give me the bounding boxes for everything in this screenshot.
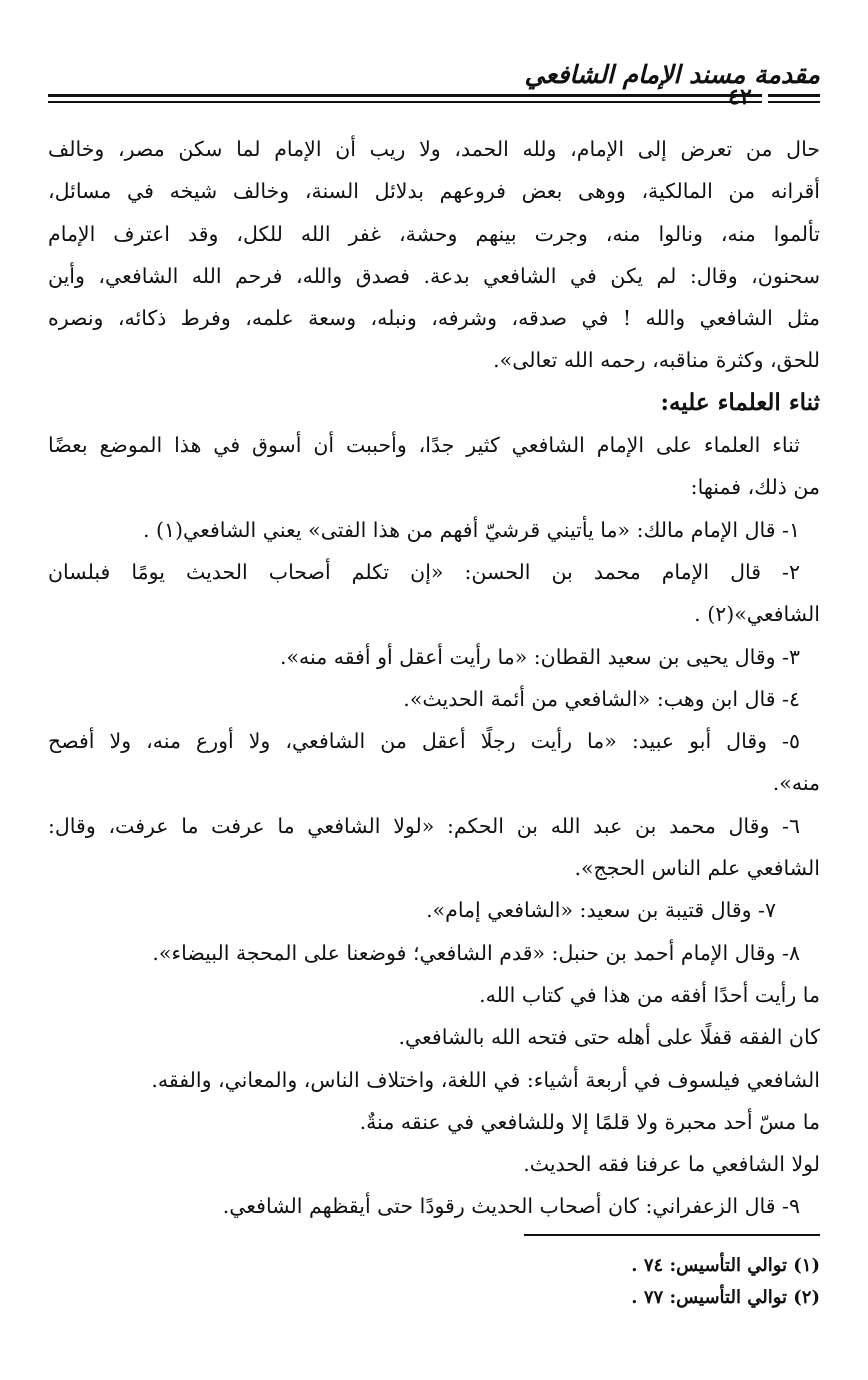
header-rule-long-thick xyxy=(48,94,762,97)
quote-line: الشافعي فيلسوف في أربعة أشياء: في اللغة، واختلاف الناس، والمعاني، والفقه. xyxy=(151,1067,820,1092)
list-item: ٣- وقال يحيى بن سعيد القطان: «ما رأيت أعقل أو أفقه منه». xyxy=(279,644,800,669)
body-line: تألموا منه، ونالوا منه، وجرت بينهم وحشة، غفر الله للكل، وقد اعترف الإمام xyxy=(48,221,820,246)
body-line: أقرانه من المالكية، ووهى بعض فروعهم بدلائل السنة، وخالف شيخه في مسائل، xyxy=(48,179,820,204)
list-item-continuation: الشافعي»(٢) . xyxy=(694,602,820,627)
list-item: ١- قال الإمام مالك: «ما يأتيني قرشيّ أفهم من هذا الفتى» يعني الشافعي(١) . xyxy=(142,517,800,542)
list-item: ٧- وقال قتيبة بن سعيد: «الشافعي إمام». xyxy=(426,898,776,923)
list-item: ٤- قال ابن وهب: «الشافعي من أئمة الحديث». xyxy=(403,686,800,711)
list-item: ٨- وقال الإمام أحمد بن حنبل: «قدم الشافعي؛ فوضعنا على المحجة البيضاء». xyxy=(152,940,800,965)
body-line: من ذلك، فمنها: xyxy=(690,475,820,500)
page-body xyxy=(48,128,820,1228)
footnote: (٢) توالي التأسيس: ٧٧ . xyxy=(631,1287,820,1308)
list-item: ٦- وقال محمد بن عبد الله بن الحكم: «لولا الشافعي ما عرفت ما عرفت، وقال: xyxy=(48,813,800,838)
header-rule-long-thin xyxy=(48,101,762,103)
header-rule-short-thick xyxy=(768,94,820,97)
header-rule-short-thin xyxy=(768,101,820,103)
list-item: ٥- وقال أبو عبيد: «ما رأيت رجلًا أعقل من الشافعي، ولا أورع منه، ولا أفصح xyxy=(48,729,800,754)
quote-line: ما مسّ أحد محبرة ولا قلمًا إلا وللشافعي في عنقه منةٌ. xyxy=(359,1109,820,1134)
body-line: سحنون، وقال: لم يكن في الشافعي بدعة. فصدق والله، فرحم الله الشافعي، وأين xyxy=(48,263,820,288)
quote-line: لولا الشافعي ما عرفنا فقه الحديث. xyxy=(523,1152,820,1177)
body-line: للحق، وكثرة مناقبه، رحمه الله تعالى». xyxy=(493,348,820,373)
list-item: ٩- قال الزعفراني: كان أصحاب الحديث رقودًا حتى أيقظهم الشافعي. xyxy=(222,1194,800,1219)
page-number: ٤٢ xyxy=(728,84,752,110)
list-item-continuation: الشافعي علم الناس الحجج». xyxy=(574,856,820,881)
footnotes xyxy=(420,1250,820,1314)
section-heading: ثناء العلماء عليه: xyxy=(660,388,820,416)
footnote: (١) توالي التأسيس: ٧٤ . xyxy=(631,1255,820,1276)
body-line: حال من تعرض إلى الإمام، ولله الحمد، ولا ريب أن الإمام لما سكن مصر، وخالف xyxy=(48,137,820,161)
body-line: ثناء العلماء على الإمام الشافعي كثير جدًا، وأحببت أن أسوق في هذا الموضع بعضًا xyxy=(48,433,800,458)
list-item-continuation: منه». xyxy=(772,771,820,796)
quote-line: كان الفقه قفلًا على أهله حتى فتحه الله بالشافعي. xyxy=(398,1025,820,1050)
footnote-separator xyxy=(524,1234,820,1236)
quote-line: ما رأيت أحدًا أفقه من هذا في كتاب الله. xyxy=(479,982,820,1007)
running-header-title: مقدمة مسند الإمام الشافعي xyxy=(524,60,820,89)
body-line: مثل الشافعي والله ! في صدقه، وشرفه، ونبله، وسعة علمه، وفرط ذكائه، ونصره xyxy=(48,306,820,331)
list-item: ٢- قال الإمام محمد بن الحسن: «إن تكلم أصحاب الحديث يومًا فبلسان xyxy=(48,559,800,584)
